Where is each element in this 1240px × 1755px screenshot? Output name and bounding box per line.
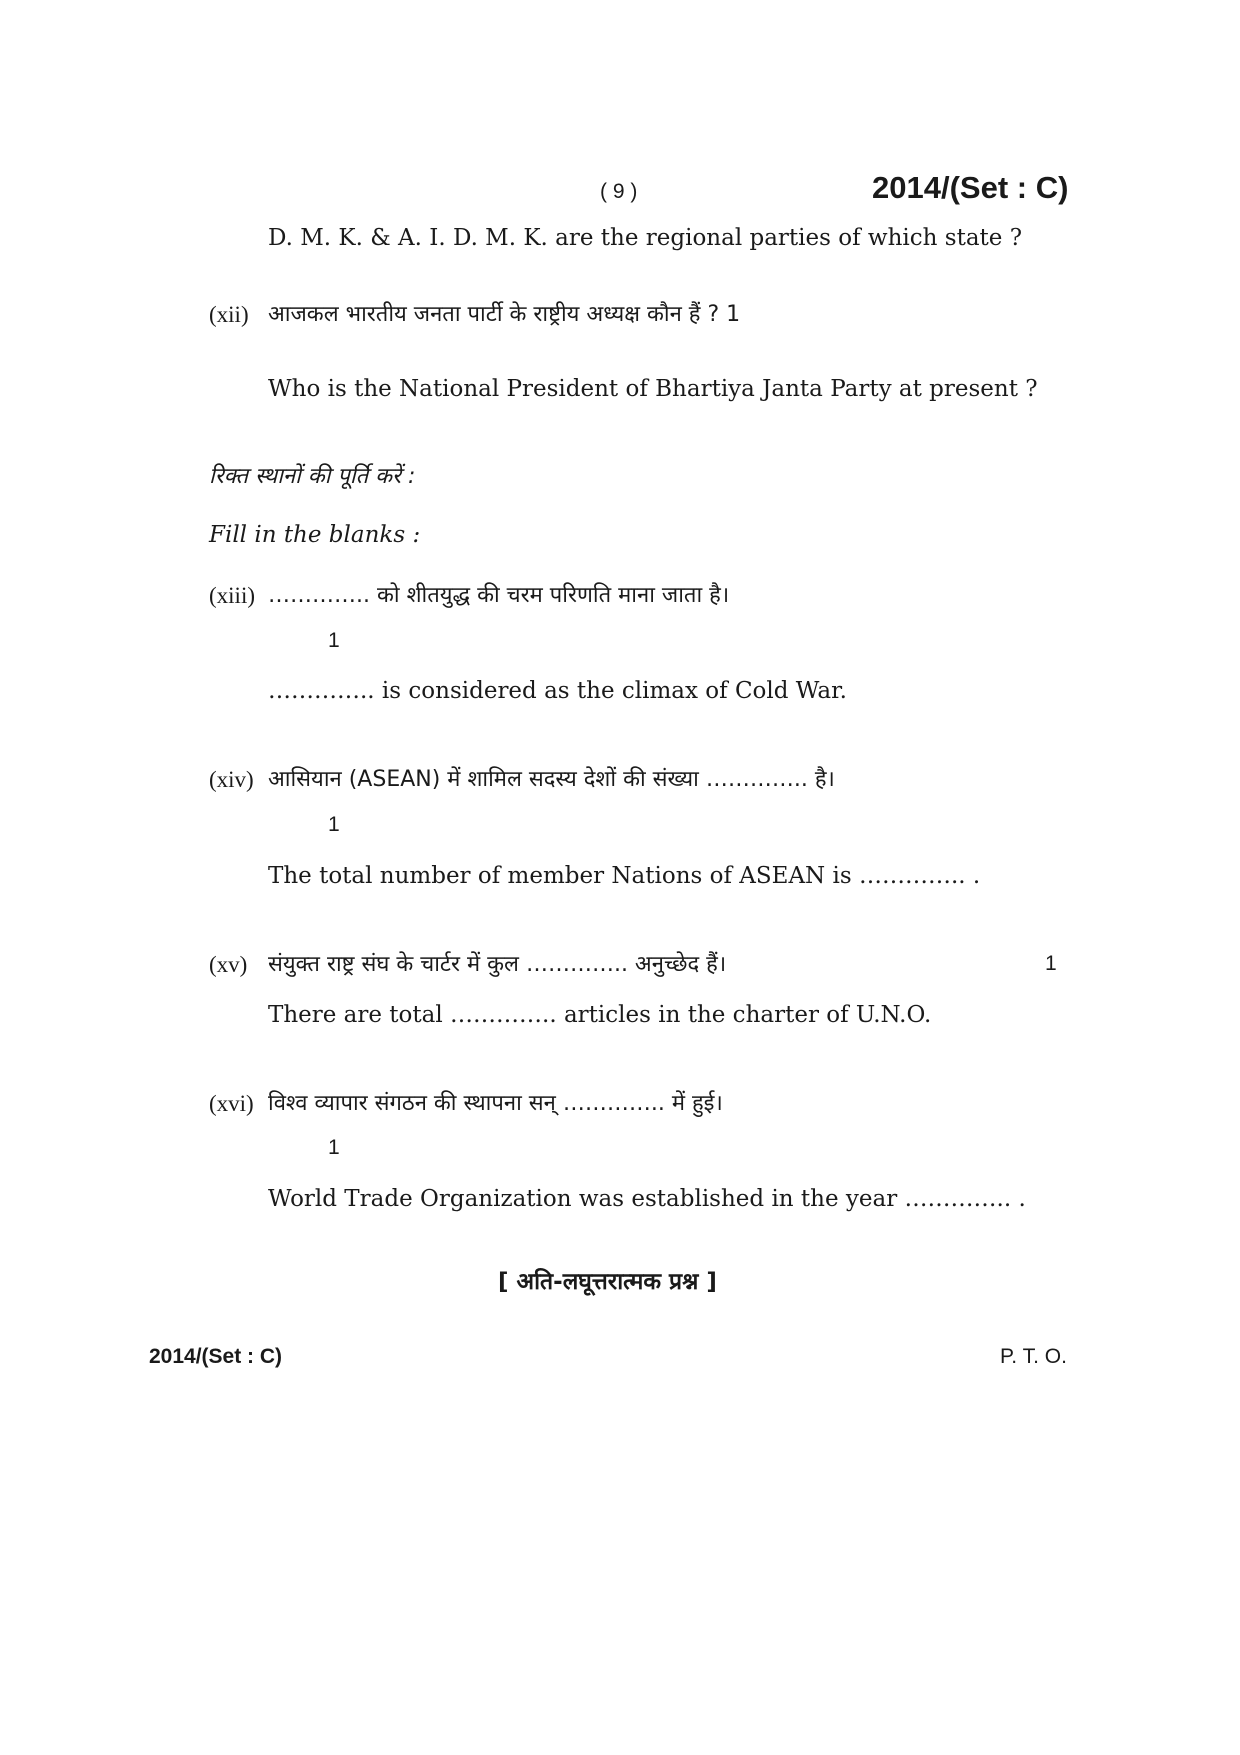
question-11-english: D. M. K. & A. I. D. M. K. are the regional parties of which state ? — [268, 225, 1023, 251]
question-16-hindi: विश्व व्यापार संगठन की स्थापना सन् ………….. में हुई। — [268, 1091, 723, 1116]
paper-code-header: 2014/(Set : C) — [872, 170, 1069, 205]
question-15-english: There are total ………….. articles in the charter of U.N.O. — [268, 1002, 932, 1028]
question-16-mark: 1 — [328, 1136, 340, 1159]
question-13-english: ………….. is considered as the climax of Cold War. — [268, 678, 847, 704]
question-13-number: (xiii) — [209, 583, 255, 608]
question-12-hindi: आजकल भारतीय जनता पार्टी के राष्ट्रीय अध्यक्ष कौन हैं ? 1 — [268, 302, 741, 327]
question-15-number: (xv) — [209, 952, 248, 977]
question-15-hindi: संयुक्त राष्ट्र संघ के चार्टर में कुल ………….. अनुच्छेद हैं। — [268, 952, 727, 977]
fill-blanks-heading-english: Fill in the blanks : — [209, 522, 421, 548]
page-number: ( 9 ) — [600, 180, 638, 203]
question-12-number: (xii) — [209, 302, 249, 327]
fill-blanks-heading-hindi: रिक्त स्थानों की पूर्ति करें : — [209, 464, 416, 489]
question-15-mark: 1 — [1045, 952, 1057, 975]
section-heading: [ अति-लघूत्तरात्मक प्रश्न ] — [498, 1269, 717, 1295]
question-13-hindi: ………….. को शीतयुद्ध की चरम परिणति माना जाता है। — [268, 583, 730, 608]
question-14-english: The total number of member Nations of ASEAN is ………….. . — [268, 863, 981, 889]
question-16-number: (xvi) — [209, 1091, 254, 1116]
question-14-mark: 1 — [328, 813, 340, 836]
question-13-mark: 1 — [328, 629, 340, 652]
question-12-english: Who is the National President of Bhartiya Janta Party at present ? — [268, 376, 1038, 402]
question-16-english: World Trade Organization was established in the year ………….. . — [268, 1186, 1026, 1212]
pto-label: P. T. O. — [1000, 1345, 1067, 1368]
question-14-number: (xiv) — [209, 767, 254, 792]
paper-code-footer: 2014/(Set : C) — [149, 1345, 283, 1368]
question-14-hindi: आसियान (ASEAN) में शामिल सदस्य देशों की संख्या ………….. है। — [268, 767, 835, 792]
